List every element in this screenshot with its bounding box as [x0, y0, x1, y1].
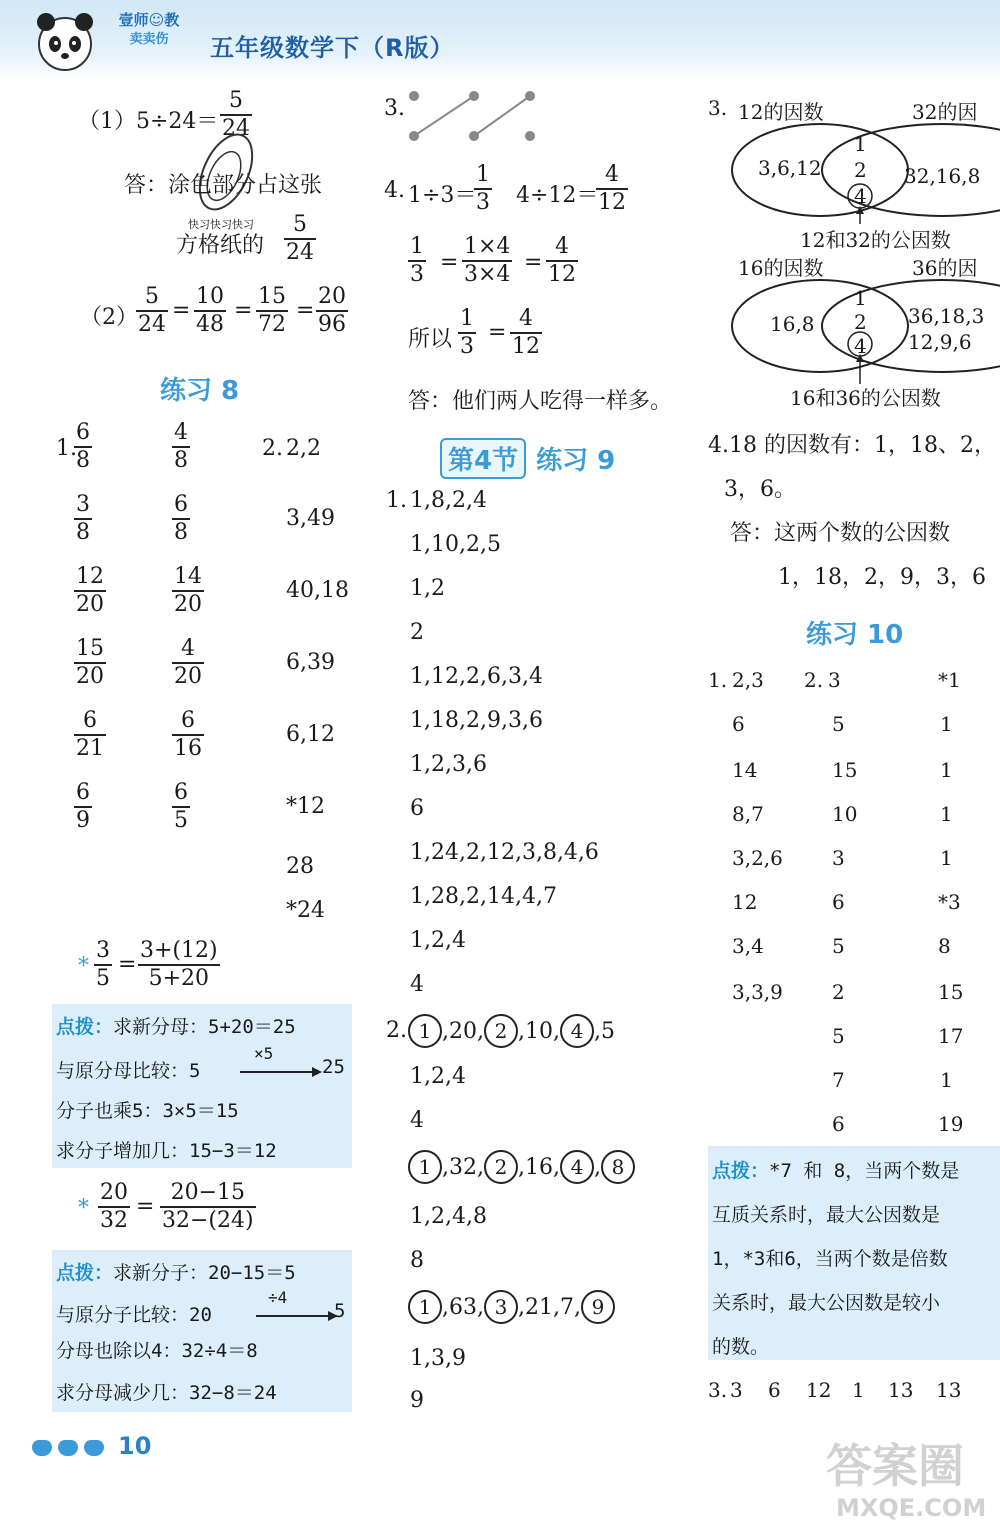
brand-line-1: 壹师☺教 [118, 11, 180, 29]
c2-p2-e: 1,3,9 [410, 1346, 466, 1371]
frac-den: 5 [174, 808, 188, 833]
hint3-line-4: 关系时，最大公因数是较小 [712, 1292, 941, 1314]
c2-q4-answer: 答：他们两人吃得一样多。 [408, 389, 673, 414]
c2-q4-expr1: 1÷3＝ [408, 183, 477, 208]
c1-frac-a1 [74, 420, 92, 474]
frac-den: 24 [138, 312, 166, 337]
panda-logo-icon [30, 6, 100, 76]
frac-den: 8 [76, 520, 90, 545]
c3-q3b-value: 12 [806, 1378, 832, 1402]
frac-den: 20 [174, 664, 202, 689]
c3-p3-value: 8 [938, 934, 951, 958]
c1-frac-a2 [74, 492, 92, 546]
venn1-right-title: 32的因 [912, 100, 978, 124]
c3-p1-value: 14 [732, 758, 758, 782]
section-badge: 第4节 [440, 438, 526, 479]
hint2-line-2 [56, 1300, 212, 1327]
hint2-line-4: 求分母减少几：32−8＝24 [56, 1382, 277, 1404]
c1-scribble-text: 快习快习快习 [188, 218, 254, 231]
frac-num: 20 [318, 284, 346, 309]
c2-p1-label: 1. [386, 488, 407, 513]
frac-num: 6 [76, 420, 90, 445]
sep-text: ,21,7, [517, 1295, 581, 1320]
c1-star2-right [160, 1180, 256, 1234]
hint3-line-3: 1，*3和6，当两个数是倍数 [712, 1248, 948, 1270]
c2-p1-item: 1,24,2,12,3,8,4,6 [410, 840, 599, 865]
c1-star1-left [94, 938, 112, 992]
sep-text: , [593, 1155, 601, 1180]
c3-q3b-value: 13 [888, 1378, 914, 1402]
c2-p2-d: 8 [410, 1248, 424, 1273]
frac-den: 24 [222, 116, 250, 141]
venn2-common-1: 1 [854, 286, 867, 310]
frac-num: 5 [293, 212, 307, 237]
c2-p2-row2 [408, 1150, 635, 1184]
c3-q3b-value: 3 [730, 1378, 743, 1402]
c3-p1-value: 3,3,9 [732, 980, 783, 1004]
c2-q4-so-frac2 [510, 306, 542, 360]
frac-num: 14 [174, 564, 202, 589]
c2-p2-b: 4 [410, 1108, 424, 1133]
hint2-line-3: 分母也除以4：32÷4＝8 [56, 1340, 258, 1362]
c1-q2-value: 2,2 [286, 436, 321, 461]
c3-p3-value: 1 [940, 846, 953, 870]
c1-q1-label: 1. [56, 436, 77, 461]
section-title-exercise-9 [440, 438, 615, 479]
c1-q1-prefix: （1）5÷24＝ [78, 109, 219, 134]
frac-num: 6 [83, 708, 97, 733]
c2-p1-item: 2 [410, 620, 424, 645]
c2-p2-f: 9 [410, 1388, 424, 1413]
c2-p1-item: 1,2,4 [410, 928, 466, 953]
venn2-left-title: 16的因数 [738, 256, 824, 280]
hint2-line-1 [56, 1258, 296, 1285]
frac-den: 96 [318, 312, 346, 337]
circled-number: 1 [408, 1150, 442, 1184]
hint-text: *7 和 8，当两个数是 [769, 1160, 960, 1182]
venn2-right-title: 36的因 [912, 256, 978, 280]
frac-den: 21 [76, 736, 104, 761]
hint3-line-5: 的数。 [712, 1336, 770, 1358]
c2-p2-a: 1,2,4 [410, 1064, 466, 1089]
frac-den: 20 [76, 664, 104, 689]
c1-q2-frac-1 [136, 284, 168, 338]
frac-num: 15 [76, 636, 104, 661]
frac-den: 8 [76, 448, 90, 473]
c1-q2-value: *12 [286, 794, 325, 819]
frac-den: 24 [286, 240, 314, 265]
c3-p1-value: 12 [732, 890, 758, 914]
c3-p1-value: 3,2,6 [732, 846, 783, 870]
c1-frac-b5 [172, 708, 204, 762]
frac-num: 4 [174, 420, 188, 445]
hint1-result: 25 [322, 1056, 345, 1078]
frac-num: 10 [196, 284, 224, 309]
venn2-common-2: 2 [854, 310, 867, 334]
sep-text: ,5 [593, 1019, 615, 1044]
sep-text: ,10, [517, 1019, 560, 1044]
c3-q3-label: 3. [708, 96, 728, 120]
c2-p2-row1 [408, 1014, 615, 1048]
c1-q2-value: 3,49 [286, 506, 335, 531]
venn1-caption: 12和32的公因数 [800, 228, 951, 252]
c1-q2-value: 28 [286, 854, 314, 879]
hint3-line-1 [712, 1156, 959, 1183]
c1-star1-right [138, 938, 220, 992]
arrow-right-icon [240, 1066, 322, 1078]
circled-number: 2 [484, 1014, 518, 1048]
c1-q2-frac-4 [316, 284, 348, 338]
frac-den: 12 [512, 334, 540, 359]
frac-num: 20−15 [170, 1180, 245, 1205]
c2-q4-label: 4. [384, 178, 405, 203]
c1-q2-frac-2 [194, 284, 226, 338]
c3-p2-value: 6 [832, 890, 845, 914]
c3-p1-value: 6 [732, 712, 745, 736]
frac-num: 1 [460, 306, 474, 331]
c3-p3-value: 1 [940, 712, 953, 736]
c3-p2-value: 2 [832, 980, 845, 1004]
venn2-left-values: 16,8 [770, 312, 815, 336]
circled-number: 3 [484, 1290, 518, 1324]
equals-sign: = [488, 320, 507, 345]
brand-logo [106, 10, 192, 62]
c1-q2-frac-3 [256, 284, 288, 338]
c1-frac-b6 [172, 780, 190, 834]
brand-line-2: 卖卖伤 [129, 32, 169, 47]
c3-p2-value: 5 [832, 1024, 845, 1048]
star-mark: * [78, 954, 89, 979]
footer-dot-icon [32, 1440, 52, 1456]
frac-num: 5 [145, 284, 159, 309]
hint-text: 与原分母比较：5 [56, 1060, 201, 1082]
venn1-left-values: 3,6,12 [758, 156, 822, 180]
c3-p2-value: 3 [832, 846, 845, 870]
c2-q4-so: 所以 [408, 327, 453, 352]
c3-q4-line2: 3，6。 [724, 477, 796, 502]
frac-den: 32 [100, 1208, 128, 1233]
c3-p2-value: 5 [832, 934, 845, 958]
venn1-common-1: 1 [854, 132, 867, 156]
frac-den: 72 [258, 312, 286, 337]
c1-q2-value: *24 [286, 898, 325, 923]
c2-p2-c: 1,2,4,8 [410, 1204, 487, 1229]
hint-label: 点拨： [712, 1160, 770, 1182]
c3-p2-value: 7 [832, 1068, 845, 1092]
c3-p3-value: *1 [938, 668, 961, 692]
c2-p1-item: 1,28,2,14,4,7 [410, 884, 557, 909]
frac-den: 5 [96, 966, 110, 991]
c2-p1-item: 6 [410, 796, 424, 821]
frac-den: 16 [174, 736, 202, 761]
c3-p1-value: 2,3 [732, 668, 764, 692]
hint1-line-2 [56, 1056, 200, 1083]
hint3-line-2: 互质关系时，最大公因数是 [712, 1204, 941, 1226]
frac-num: 6 [76, 780, 90, 805]
frac-num: 3 [96, 938, 110, 963]
frac-num: 4 [555, 234, 569, 259]
equals-sign: = [296, 298, 315, 323]
footer-dot-icon [84, 1440, 104, 1456]
hint1-line-3: 分子也乘5：3×5＝15 [56, 1100, 239, 1122]
c2-p1-item: 4 [410, 972, 424, 997]
circled-number: 1 [408, 1290, 442, 1324]
frac-num: 3 [76, 492, 90, 517]
c3-q3b-value: 1 [852, 1378, 865, 1402]
c2-p1-item: 1,18,2,9,3,6 [410, 708, 543, 733]
venn1-left-title: 12的因数 [738, 100, 824, 124]
matching-lines-diagram [404, 88, 544, 144]
hint-text: 求新分母：5+20＝25 [113, 1016, 296, 1038]
c1-frac-a6 [74, 780, 92, 834]
frac-num: 4 [519, 306, 533, 331]
frac-num: 4 [605, 162, 619, 187]
sep-text: ,32, [442, 1155, 484, 1180]
frac-num: 20 [100, 1180, 128, 1205]
circled-number: 8 [601, 1150, 635, 1184]
c1-q2-label: 2. [262, 436, 283, 461]
c1-q2-value: 6,39 [286, 650, 335, 675]
c3-p2-value: 10 [832, 802, 858, 826]
c3-p1-value: 8,7 [732, 802, 764, 826]
c2-p2-row3 [408, 1290, 615, 1324]
page-number: 10 [118, 1432, 152, 1460]
c3-p1-value: 3,4 [732, 934, 764, 958]
c3-p3-value: 1 [940, 802, 953, 826]
c3-q3b-value: 13 [936, 1378, 962, 1402]
frac-den: 48 [196, 312, 224, 337]
hint-label: 点拨： [56, 1262, 114, 1284]
c2-q4-frac2 [596, 162, 628, 216]
c2-p1-item: 1,2 [410, 576, 445, 601]
hint-label: 点拨： [56, 1016, 114, 1038]
c1-q1-answer-frac [284, 212, 316, 266]
c2-p1-item: 1,10,2,5 [410, 532, 501, 557]
frac-den: 32−(24) [162, 1208, 254, 1233]
hint-text: 求新分子：20−15＝5 [113, 1262, 296, 1284]
c3-q4-line3: 答：这两个数的公因数 [730, 521, 951, 546]
equals-sign: = [234, 298, 253, 323]
frac-num: 1 [410, 234, 424, 259]
c3-p3-value: 19 [938, 1112, 964, 1136]
frac-num: 5 [229, 88, 243, 113]
frac-den: 3×4 [464, 262, 511, 287]
c1-frac-b4 [172, 636, 204, 690]
venn2-caption: 16和36的公因数 [790, 386, 941, 410]
venn2-common-3: 4 [854, 334, 867, 358]
equals-sign: = [524, 250, 543, 275]
c2-p1-item: 1,8,2,4 [410, 488, 487, 513]
sep-text: ,63, [442, 1295, 484, 1320]
equals-sign: = [118, 952, 137, 977]
c1-frac-a3 [74, 564, 106, 618]
c2-q4-expr2: 4÷12＝ [516, 183, 599, 208]
equals-sign: = [172, 298, 191, 323]
frac-den: 5+20 [138, 964, 220, 992]
frac-den: 20 [76, 592, 104, 617]
circled-number: 4 [560, 1150, 594, 1184]
c1-q1-answer-b: 方格纸的 [176, 233, 265, 258]
c3-p2-value: 6 [832, 1112, 845, 1136]
c1-star2-left [98, 1180, 130, 1234]
c3-p2-value: 15 [832, 758, 858, 782]
frac-num: 6 [174, 780, 188, 805]
circled-number: 2 [484, 1150, 518, 1184]
frac-num: 12 [76, 564, 104, 589]
frac-num: 1×4 [464, 234, 511, 259]
frac-den: 3 [410, 262, 424, 287]
frac-den: 20 [174, 592, 202, 617]
c3-p3-value: 1 [940, 1068, 953, 1092]
section-title-exercise-10: 练习 10 [806, 620, 904, 650]
venn1-right-values: 32,16,8 [904, 164, 981, 188]
c2-q4-chain-3 [546, 234, 578, 288]
frac-den: 3 [460, 334, 474, 359]
c2-q3-label: 3. [384, 96, 405, 121]
c3-q3b-label: 3. [708, 1378, 728, 1402]
c1-frac-b2 [172, 492, 190, 546]
c3-p3-value: 17 [938, 1024, 964, 1048]
footer-dot-icon [58, 1440, 78, 1456]
hint1-line-1 [56, 1012, 296, 1039]
frac-den: 3 [476, 190, 490, 215]
venn2-right-values-1: 36,18,3 [908, 304, 985, 328]
c3-q3b-value: 6 [768, 1378, 781, 1402]
hint2-operator: ÷4 [268, 1288, 288, 1307]
frac-den: 12 [548, 262, 576, 287]
watermark-logo: 答案圈 [826, 1439, 964, 1493]
c2-p2-label: 2. [386, 1018, 407, 1043]
section-title-exercise-8: 练习 8 [160, 376, 240, 406]
star-mark: * [78, 1196, 89, 1221]
section-label: 练习 9 [536, 446, 616, 476]
c3-p3-value: *3 [938, 890, 961, 914]
equals-sign: = [136, 1194, 155, 1219]
frac-num: 6 [181, 708, 195, 733]
frac-num: 4 [181, 636, 195, 661]
c1-frac-b3 [172, 564, 204, 618]
frac-den: 8 [174, 448, 188, 473]
c3-p2-value: 3 [828, 668, 841, 692]
c1-q2-value: 6,12 [286, 722, 335, 747]
c2-q4-so-frac1 [458, 306, 476, 360]
arrow-right-icon [256, 1310, 338, 1322]
frac-den: 12 [598, 190, 626, 215]
c1-q1-answer-a: 答：涂色部分占这张 [124, 173, 323, 198]
c1-frac-b1 [172, 420, 190, 474]
c3-q4-line1: 4.18 的因数有：1，18、2， [708, 433, 996, 458]
circled-number: 1 [408, 1014, 442, 1048]
c3-p3-value: 1 [940, 758, 953, 782]
frac-den: 8 [174, 520, 188, 545]
hint1-line-4: 求分子增加几：15−3＝12 [56, 1140, 277, 1162]
c3-q4-line4: 1，18，2，9，3，6 [778, 565, 986, 590]
sep-text: ,20, [442, 1019, 484, 1044]
equals-sign: = [440, 250, 459, 275]
venn2-right-values-2: 12,9,6 [908, 330, 972, 354]
c3-p2-value: 5 [832, 712, 845, 736]
circled-number: 9 [581, 1290, 615, 1324]
c3-p1-label: 1. [708, 668, 728, 692]
frac-num: 6 [174, 492, 188, 517]
frac-num: 3+(12) [140, 938, 218, 963]
circled-number: 4 [560, 1014, 594, 1048]
hint1-operator: ×5 [254, 1044, 274, 1063]
c1-q2-value: 40,18 [286, 578, 349, 603]
watermark-url: MXQE.COM [836, 1494, 987, 1522]
c2-p1-item: 1,2,3,6 [410, 752, 487, 777]
hint-text: 与原分子比较：20 [56, 1304, 212, 1326]
c2-q4-chain-1 [408, 234, 426, 288]
c3-p2-label: 2. [804, 668, 824, 692]
c1-q2-prefix: （2） [80, 305, 138, 330]
frac-num: 1 [476, 162, 490, 187]
sep-text: ,16, [517, 1155, 560, 1180]
c3-p3-value: 15 [938, 980, 964, 1004]
c2-q4-chain-2 [462, 234, 512, 288]
venn1-common-2: 2 [854, 158, 867, 182]
c2-p1-item: 1,12,2,6,3,4 [410, 664, 543, 689]
c1-frac-a5 [74, 708, 106, 762]
c2-q4-frac1 [474, 162, 492, 216]
book-title: 五年级数学下（R版） [210, 34, 455, 62]
hint2-result: 5 [334, 1300, 346, 1322]
frac-num: 15 [258, 284, 286, 309]
c1-frac-a4 [74, 636, 106, 690]
frac-den: 9 [76, 808, 90, 833]
venn1-common-3: 4 [854, 184, 867, 208]
